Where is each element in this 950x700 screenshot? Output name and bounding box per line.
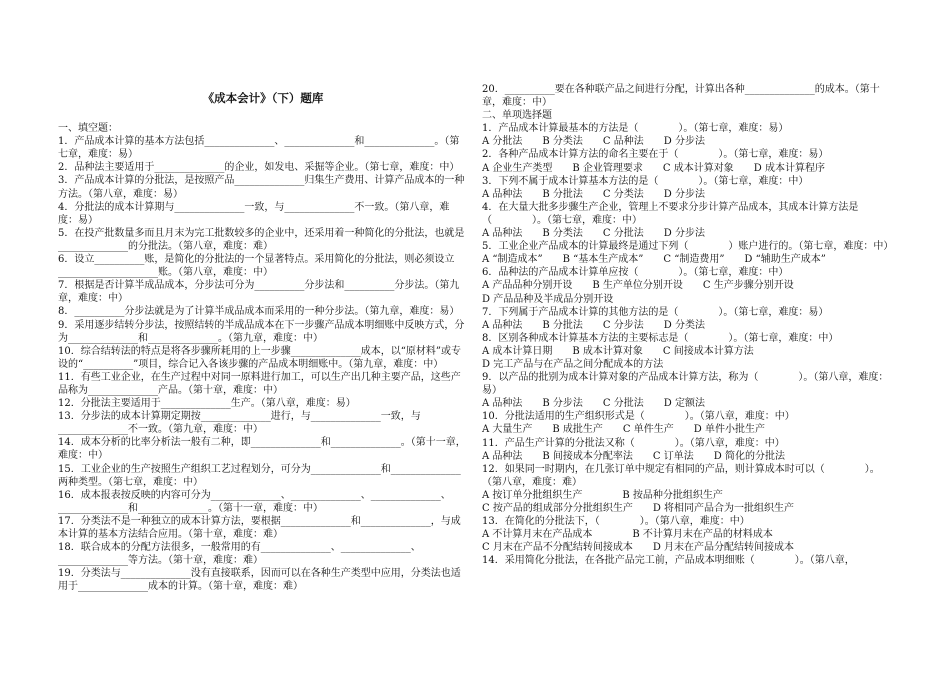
question-line: 3．产品成本计算的分批法，是按照产品______________归集生产费用、计算产品成本的一种方法。（第八章，难度：易）	[58, 175, 465, 200]
question-line: 14．成本分析的比率分析法一般有二种，即______________和______________。（第十一章，难度：中）	[58, 437, 466, 462]
question-line: 2．品种法主要适用于______________的企业，如发电、采掘等企业。（第七章，难度：中）	[58, 162, 460, 174]
question-line: 20．__________要在各种联产品之间进行分配，计算出各种______________的成本。（第十章，难度：中）	[482, 84, 880, 109]
right-question-list	[482, 83, 894, 567]
question-line: A “制造成本” B “基本生产成本” C “制造费用” D “辅助生产成本”	[482, 254, 826, 266]
question-line: 8．__________分步法就是为了计算半成品成本而采用的一种分步法。（第九章，难度：易）	[58, 306, 460, 318]
question-line: A 品种法 B 分类法 C 分批法 D 分步法	[482, 228, 705, 240]
question-line: A 不计算月末在产品成本 B 不计算月末在产品的材料成本	[482, 529, 773, 541]
left-column	[58, 0, 468, 593]
question-line: A 产品品种分别开设 B 生产单位分别开设 C 生产步骤分别开设	[482, 280, 794, 292]
question-line: A 大量生产 B 成批生产 C 单件生产 D 单件小批生产	[482, 424, 765, 436]
question-line: A 分批法 B 分类法 C 品种法 D 分步法	[482, 136, 705, 148]
question-line: 6．设立__________账，是简化的分批法的一个显著特点。采用简化的分批法，则必须设立____________________账。（第八章，难度：中）	[58, 254, 455, 279]
question-line: 4．分批法的成本计算期与______________一致，与______________不一致。（第八章，难度：易）	[58, 201, 450, 226]
question-line: A 品种法 B 分批法 C 分类法 D 分步法	[482, 188, 705, 200]
question-line: 10．分批法适用的生产组织形式是（ ）。（第八章，难度：中）	[482, 411, 795, 423]
question-line: 11．产品生产计算的分批法又称（ ）。（第八章，难度：中）	[482, 437, 785, 449]
question-line: 13．在简化的分批法下，（ ）。（第八章，难度：中）	[482, 516, 750, 528]
question-line: 14．采用简化分批法，在各批产品完工前，产品成本明细账（ ）。（第八章，	[482, 555, 855, 567]
question-line: 1．产品成本计算的基本方法包括______________、______________和______________。（第七章，难度：易）	[58, 136, 460, 161]
question-line: D 完工产品与在产品之间分配成本的方法	[482, 358, 664, 370]
question-line: C 按产品的组成部分分批组织生产 D 将相同产品合为一批组织生产	[482, 503, 795, 514]
question-line: A 品种法 B 间接成本分配率法 C 订单法 D 简化的分批法	[482, 450, 785, 462]
question-line: A 品种法 B 分步法 C 分批法 D 定额法	[482, 398, 705, 410]
question-line: 10．综合结转法的特点是将各步骤所耗用的上一步骤______________成本，以“原材料”或专设的“__________”项目，综合记入各该步骤的产品成本明细账中。（第九章，难度：中）	[58, 345, 461, 370]
question-line: D 产品品种及半成品分别开设	[482, 293, 614, 305]
question-line: 5．工业企业产品成本的计算最终是通过下列（ ）账户进行的。（第七章，难度：中）	[482, 241, 894, 253]
question-line: 15．工业企业的生产按照生产组织工艺过程划分，可分为______________和______________两种类型。（第七章，难度：中）	[58, 463, 461, 488]
question-line: A 成本计算日期 B 成本计算对象 C 间接成本计算方法	[482, 345, 754, 357]
question-line: C 月末在产品不分配结转间接成本 D 月末在产品分配结转间接成本	[482, 542, 795, 554]
question-line: 19．分类法与______________没有直接联系，因而可以在各种生产类型中应用，分类法也适用于______________成本的计算。（第十章，难度：难）	[58, 568, 461, 593]
right-column	[482, 0, 894, 567]
document-title: 《成本会计》（下）题库	[202, 91, 324, 105]
question-line: 16．成本报表按反映的内容可分为______________、______________、______________、______________和______________。（第十一章，难度：中）	[58, 489, 451, 514]
question-line: 17．分类法不是一种独立的成本计算方法，要根据______________和______________，与成本计算的基本方法结合应用。（第十章，难度：难）	[58, 515, 461, 540]
question-line: 一、填空题：	[58, 123, 118, 135]
question-line: 9．以产品的批别为成本计算对象的产品成本计算方法，称为（ ）。（第八章，难度：易）	[482, 372, 889, 397]
question-line: 8．区别各种成本计算基本方法的主要标志是（ ）。（第七章，难度：中）	[482, 332, 839, 344]
question-line: 4．在大量大批多步骤生产企业，管理上不要求分步计算产品成本，其成本计算方法是（ ）。（第七章，难度：中）	[482, 201, 859, 226]
question-line: 12．如果同一时期内，在几张订单中规定有相同的产品，则计算成本时可以（ ）。（第八章，难度：难）	[482, 463, 880, 488]
question-line: 7．下列属于产品成本计算的其他方法的是（ ）。（第七章，难度：易）	[482, 306, 829, 318]
question-line: 二、单项选择题	[482, 110, 552, 122]
question-line: A 按订单分批组织生产 B 按品种分批组织生产	[482, 489, 723, 501]
question-line: 5．在投产批数量多而且月末为完工批数较多的企业中，还采用着一种简化的分批法，也就是______________的分批法。（第八章，难度：难）	[58, 227, 465, 252]
question-line: 18．联合成本的分配方法很多，一般常用的有______________、______________、______________等方法。（第十章，难度：难）	[58, 542, 421, 567]
question-line: 2．各种产品成本计算方法的命名主要在于（ ）。（第七章，难度：易）	[482, 149, 829, 161]
question-line: A 品种法 B 分批法 C 分步法 D 分类法	[482, 319, 705, 331]
question-line: 7．根据是否计算半成品成本，分步法可分为__________分步法和__________分步法。（第九章，难度：中）	[58, 280, 460, 305]
question-line: 1．产品成本计算最基本的方法是（ ）。（第七章，难度：易）	[482, 123, 789, 135]
question-line: 6．品种法的产品成本计算单应按（ ）。（第七章，难度：中）	[482, 267, 789, 279]
question-line: A 企业生产类型 B 企业管理要求 C 成本计算对象 D 成本计算程序	[482, 162, 825, 174]
question-line: 9．采用逐步结转分步法，按照结转的半成品成本在下一步骤产品成本明细账中反映方式，分为______________和______________。（第九章，难度：中）	[58, 319, 465, 344]
question-line: 12．分批法主要适用于______________生产。（第八章，难度：易）	[58, 398, 356, 410]
left-question-list	[58, 122, 468, 593]
question-line: 13．分步法的成本计算期定期按______________进行，与______________一致，与______________不一致。（第九章，难度：中）	[58, 411, 421, 436]
question-line: 11．有些工业企业，在生产过程中对同一原料进行加工，可以生产出几种主要产品，这些产品称为______________产品。（第十章，难度：中）	[58, 371, 461, 396]
question-line: 3．下列不属于成本计算基本方法的是（ ）。（第七章，难度：中）	[482, 175, 809, 187]
